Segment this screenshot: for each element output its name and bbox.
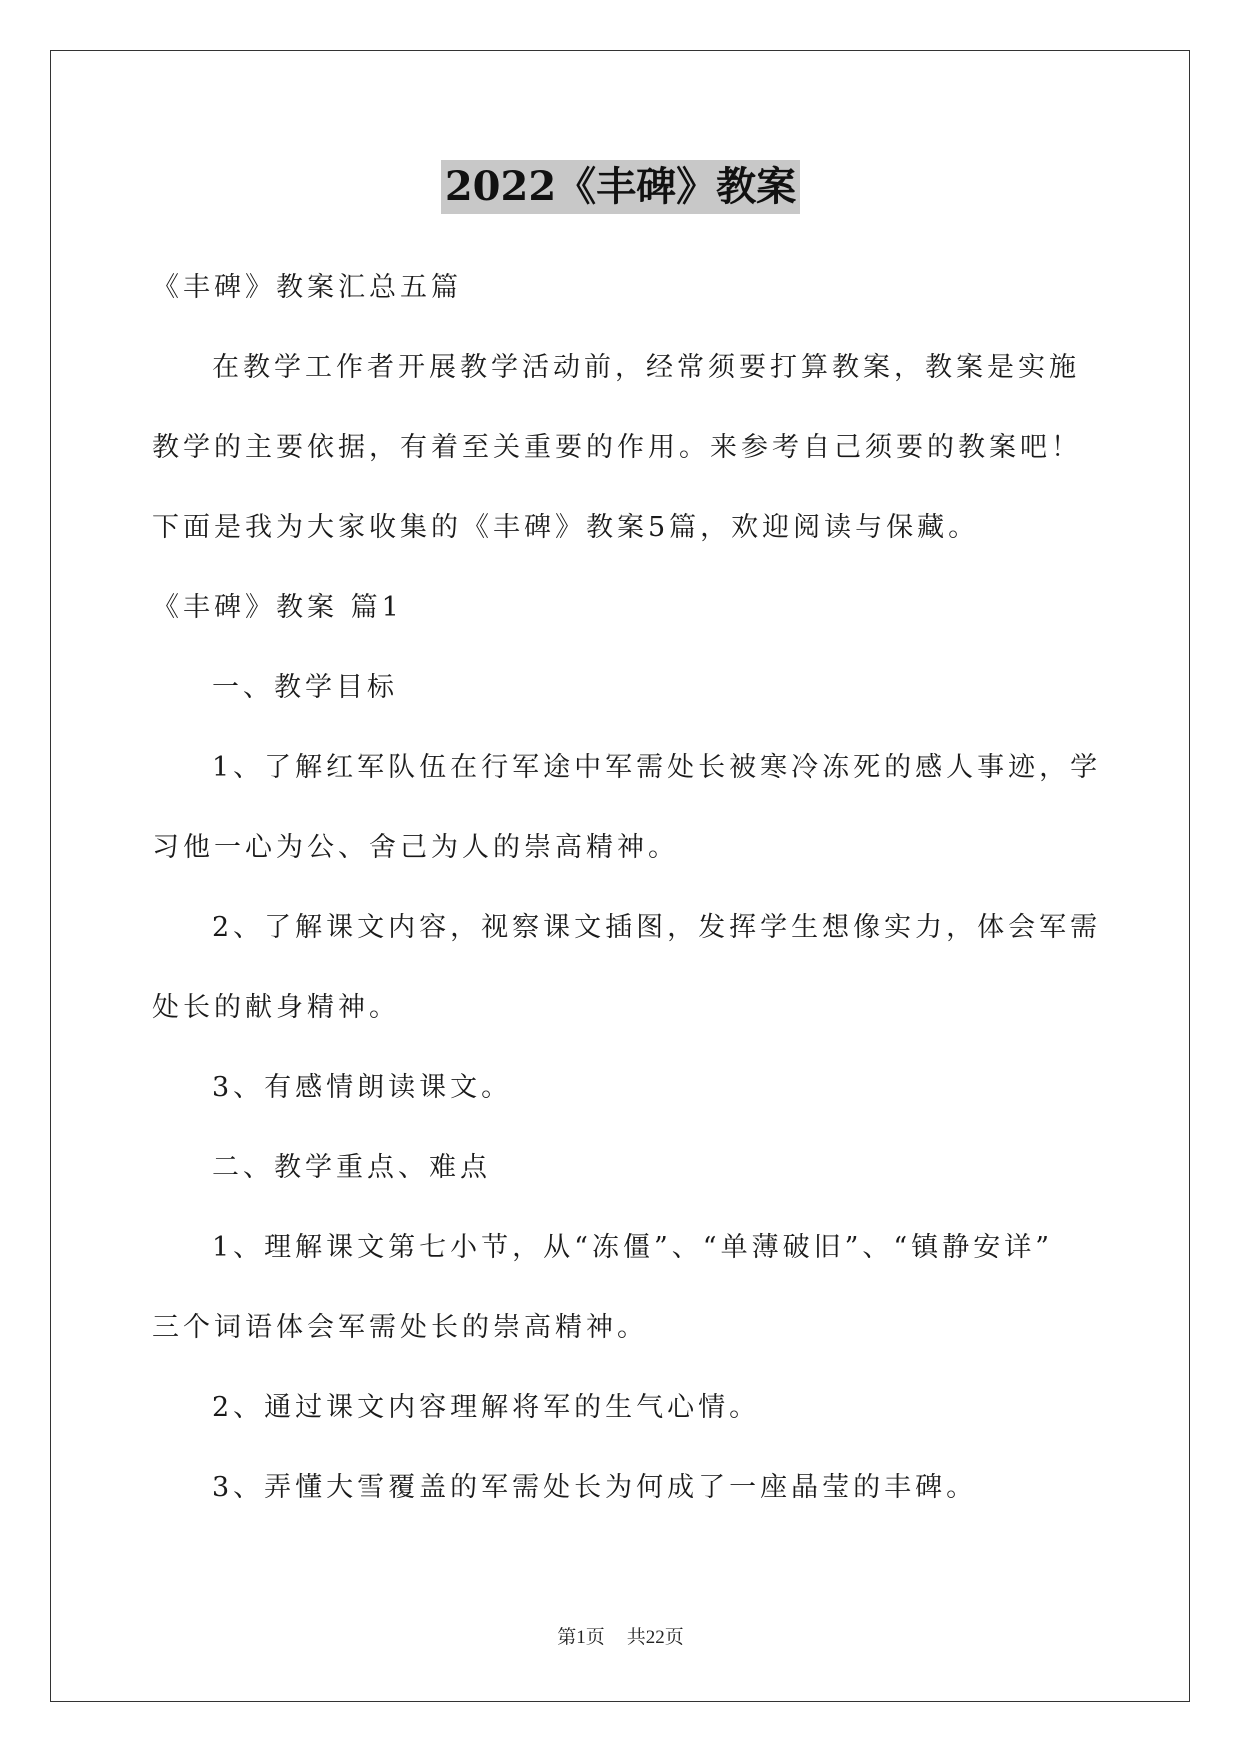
paragraph-line: 下面是我为大家收集的《丰碑》教案5篇，欢迎阅读与保藏。 (152, 512, 980, 543)
paragraph-line: 3、弄懂大雪覆盖的军需处长为何成了一座晶莹的丰碑。 (212, 1472, 978, 1503)
paragraph-line: 3、有感情朗读课文。 (212, 1072, 513, 1103)
paragraph-line: 2、通过课文内容理解将军的生气心情。 (212, 1392, 761, 1423)
page-footer (0, 1622, 1241, 1649)
paragraph-line: 习他一心为公、舍己为人的崇高精神。 (152, 832, 679, 863)
paragraph-line: 处长的献身精神。 (152, 992, 400, 1023)
paragraph-line: 教学的主要依据，有着至关重要的作用。来参考自己须要的教案吧！ (152, 432, 1082, 463)
paragraph-line: 三个词语体会军需处长的崇高精神。 (152, 1312, 648, 1343)
paragraph-line: 在教学工作者开展教学活动前，经常须要打算教案，教案是实施 (212, 352, 1080, 383)
paragraph-line: 1、理解课文第七小节，从“冻僵”、“单薄破旧”、“镇静安详” (212, 1232, 1053, 1263)
subheading: 二、教学重点、难点 (212, 1152, 491, 1183)
document-title: 2022《丰碑》教案 (441, 160, 800, 214)
page-total: 共22页 (626, 1627, 684, 1648)
section-heading: 《丰碑》教案汇总五篇 (152, 272, 462, 303)
subheading: 一、教学目标 (212, 672, 398, 703)
paragraph-line: 2、了解课文内容，视察课文插图，发挥学生想像实力，体会军需 (212, 912, 1102, 943)
paragraph-line: 1、了解红军队伍在行军途中军需处长被寒冷冻死的感人事迹，学 (212, 752, 1102, 783)
section-heading: 《丰碑》教案 篇1 (152, 592, 403, 623)
title-container (0, 160, 1241, 214)
page-number: 第1页 (557, 1627, 605, 1648)
